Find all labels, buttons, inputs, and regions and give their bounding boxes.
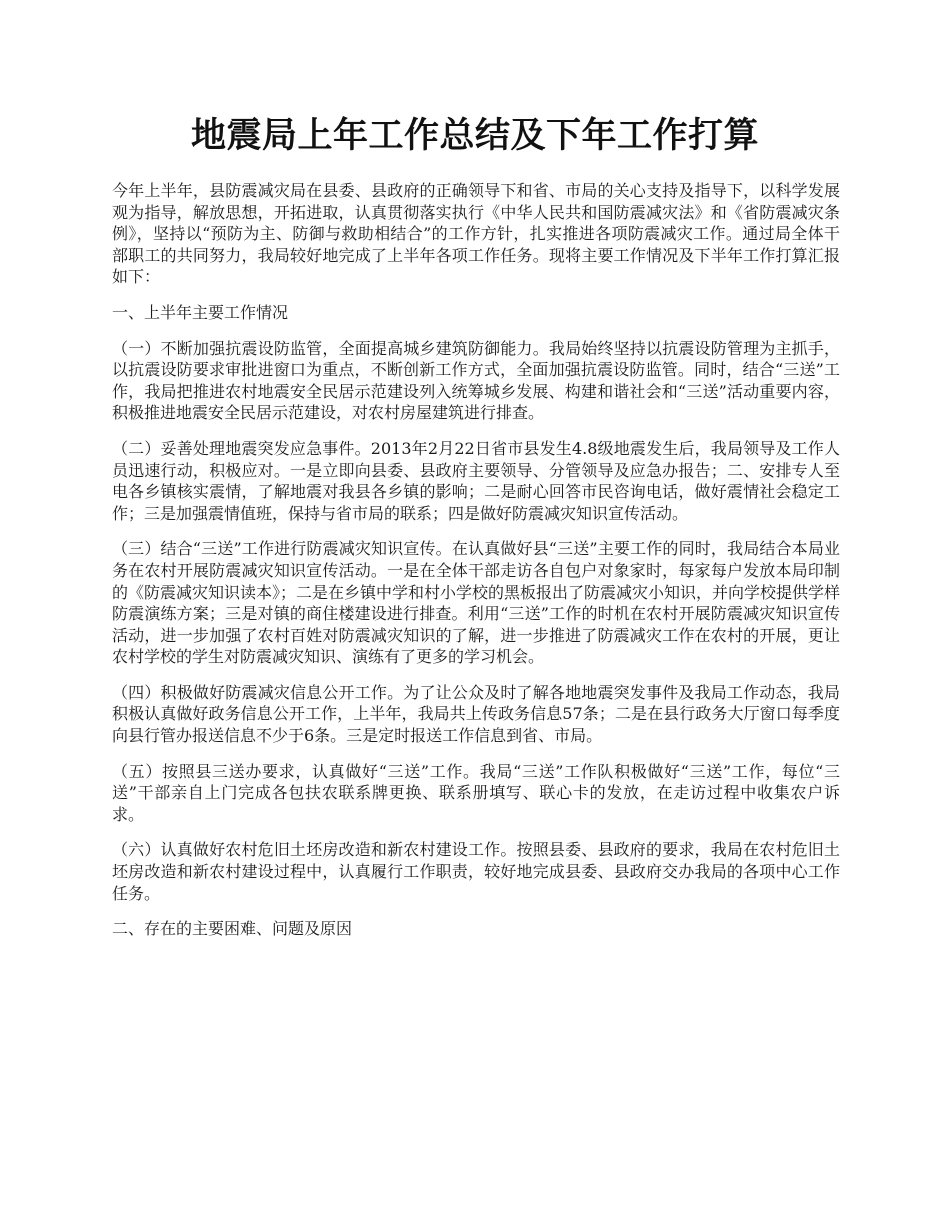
- document-body: [112, 180, 840, 954]
- section-heading-2: 二、存在的主要困难、问题及原因: [112, 919, 353, 939]
- document-title: 地震局上年工作总结及下年工作打算: [190, 115, 759, 156]
- work-item-paragraph-6: （六）认真做好农村危旧土坯房改造和新农村建设工作。按照县委、县政府的要求，我局在农村危旧土坯房改造和新农村建设过程中，认真履行工作职责，较好地完成县委、县政府交办我局的各项中心工作任务。: [112, 840, 840, 903]
- work-item-paragraph-5: （五）按照县三送办要求，认真做好“三送”工作。我局“三送”工作队积极做好“三送”工作，每位“三送”干部亲自上门完成各包扶农联系牌更换、联系册填写、联心卡的发放，在走访过程中收集农户诉求。: [112, 761, 840, 824]
- work-item-paragraph-3: （三）结合“三送”工作进行防震减灾知识宣传。在认真做好县“三送”主要工作的同时，我局结合本局业务在农村开展防震减灾知识宣传活动。一是在全体干部走访各自包户对象家时，每家每户发放本局印制的《防震减灾知识读本》；二是在乡镇中学和村小学校的黑板报出了防震减灾小知识，并向学校提供学样防震演练方案；三是对镇的商住楼建设进行排查。利用“三送”工作的时机在农村开展防震减灾知识宣传活动，进一步加强了农村百姓对防震减灾知识的了解，进一步推进了防震减灾工作在农村的开展，更让农村学校的学生对防震减灾知识、演练有了更多的学习机会。: [112, 539, 841, 667]
- work-item-paragraph-4: （四）积极做好防震减灾信息公开工作。为了让公众及时了解各地地震突发事件及我局工作动态，我局积极认真做好政务信息公开工作，上半年，我局共上传政务信息57条；二是在县行政务大厅窗口每季度向县行管办报送信息不少于6条。三是定时报送工作信息到省、市局。: [112, 682, 840, 746]
- work-item-paragraph-2: （二）妥善处理地震突发应急事件。2013年2月22日省市县发生4.8级地震发生后，我局领导及工作人员迅速行动，积极应对。一是立即向县委、县政府主要领导、分管领导及应急办报告；二、安排专人至电各乡镇核实震情，了解地震对我县各乡镇的影响；二是耐心回答市民咨询电话，做好震情社会稳定工作；三是加强震情值班，保持与省市局的联系；四是做好防震减灾知识宣传活动。: [112, 438, 840, 523]
- section-heading-1: 一、上半年主要工作情况: [112, 302, 289, 322]
- intro-paragraph: 今年上半年，县防震减灾局在县委、县政府的正确领导下和省、市局的关心支持及指导下，以科学发展观为指导，解放思想，开拓进取，认真贯彻落实执行《中华人民共和国防震减灾法》和《省防震减灾条例》，坚持以“预防为主、防御与救助相结合”的工作方针，扎实推进各项防震减灾工作。通过局全体干部职工的共同努力，我局较好地完成了上半年各项工作任务。现将主要工作情况及下半年工作打算汇报如下：: [112, 181, 840, 287]
- work-item-paragraph-1: （一）不断加强抗震设防监管，全面提高城乡建筑防御能力。我局始终坚持以抗震设防管理为主抓手，以抗震设防要求审批进窗口为重点，不断创新工作方式，全面加强抗震设防监管。同时，结合“三送”工作，我局把推进农村地震安全民居示范建设列入统筹城乡发展、构建和谐社会和“三送”活动重要内容，积极推进地震安全民居示范建设，对农村房屋建筑进行排查。: [112, 338, 840, 423]
